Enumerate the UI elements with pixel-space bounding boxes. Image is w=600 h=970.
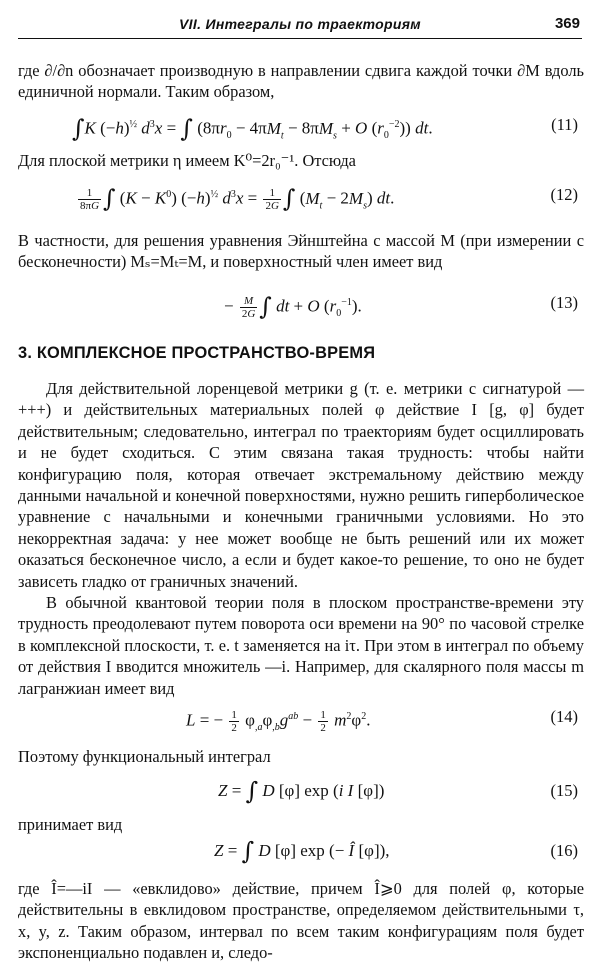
equation-16-number: (16) [550,841,578,860]
equation-15-body: Z = ∫ D [φ] exp (i I [φ]) [218,777,385,805]
equation-15 [18,774,584,808]
equation-13-number: (13) [550,293,578,312]
paragraph-6: Поэтому функциональный интеграл [18,747,271,766]
equation-12 [18,178,584,212]
paragraph-3: В частности, для решения уравнения Эйнштейна с массой M (при измерении с бесконечности) Mₛ=Mₜ=M, и поверхностный член имеет вид [18,231,584,272]
equation-12-body: $\frac{1}{8\pi G}$ ∫ $(K - K^0)$ $(-h)^{\frac{1}{2}}$ $d^3x$ = $\frac{1}{2G}$ ∫ $(M_t - 2M_s)$ dt. [80,184,395,213]
equation-11-number: (11) [551,115,578,134]
equation-16 [18,834,584,868]
paragraph-5: В обычной квантовой теории поля в плоском пространстве-времени эту трудность преодолевают путем поворота оси времени на 90° по часовой стрелке в комплексной плоскости, т. е. t заменяется на iτ. При этом в интеграл по объему от действия I вводится множитель —i. Например, для скалярного поля массы m лагранжиан имеет вид [18,593,584,698]
paragraph-1: где ∂/∂n обозначает производную в направлении сдвига каждой точки ∂M вдоль единичной нормали. Таким образом, [18,61,584,102]
equation-14-body: L = − $\frac{1}{2}$ $\varphi_{,a}\varphi_{,b}g^{ab}$ − $\frac{1}{2}$ $m^2\varphi^2$. [186,709,371,735]
equation-11 [18,108,584,142]
page-number: 369 [554,15,580,32]
equation-13 [18,286,584,320]
equation-11-body: ∫K $(-h)^{\frac{1}{2}}$ $d^3x$ = ∫ ($8\pi r_0 - 4\pi M_t - 8\pi M_s + O$ $(r_0^{-2})$) dt. [72,114,433,143]
equation-13-body: − $\frac{M}{2G}$ ∫ dt + O $(r_0^{-1})$. [224,292,362,321]
paragraph-2: Для плоской метрики η имеем K⁰=2r₀⁻¹. Отсюда [18,151,356,170]
equation-14 [18,700,584,734]
equation-15-number: (15) [550,781,578,800]
equation-12-number: (12) [550,185,578,204]
section-heading: 3. КОМПЛЕКСНОЕ ПРОСТРАНСТВО-ВРЕМЯ [18,344,376,362]
page-header [18,14,582,39]
equation-16-body: Z = ∫ D [φ] exp (− Î [φ]), [214,837,390,865]
equation-14-number: (14) [550,707,578,726]
paragraph-4: Для действительной лоренцевой метрики g (т. е. метрики с сигнатурой —+++) и действительных материальных полей φ действие I [g, φ] будет действительным; следовательно, интеграл по траекториям будет осциллировать и не будет сходиться. С этим связана такая трудность: чтобы найти конфигурацию поля, которая отвечает экстремальному действию между данными начальной и конечной поверхностями, нужно решить гиперболическое уравнение с начальными и конечными граничными условиями. Но это некорректная задача: у нее может вообще не быть решений или их может оказаться бесконечное число, а если и будет какое-то решение, то оно не будет зависеть гладко от граничных значений. [18,379,584,591]
running-head: VII. Интегралы по траекториям [179,16,421,32]
paragraph-7: принимает вид [18,815,123,834]
paragraph-8: где Î=—iI — «евклидово» действие, причем Î⩾0 для полей φ, которые действительны в евклидовом пространстве, определяемом действительными τ, x, y, z. Таким образом, интервал по всем таким конфигурациям поля будет экспоненциально подавлен и, следо- [18,879,584,963]
